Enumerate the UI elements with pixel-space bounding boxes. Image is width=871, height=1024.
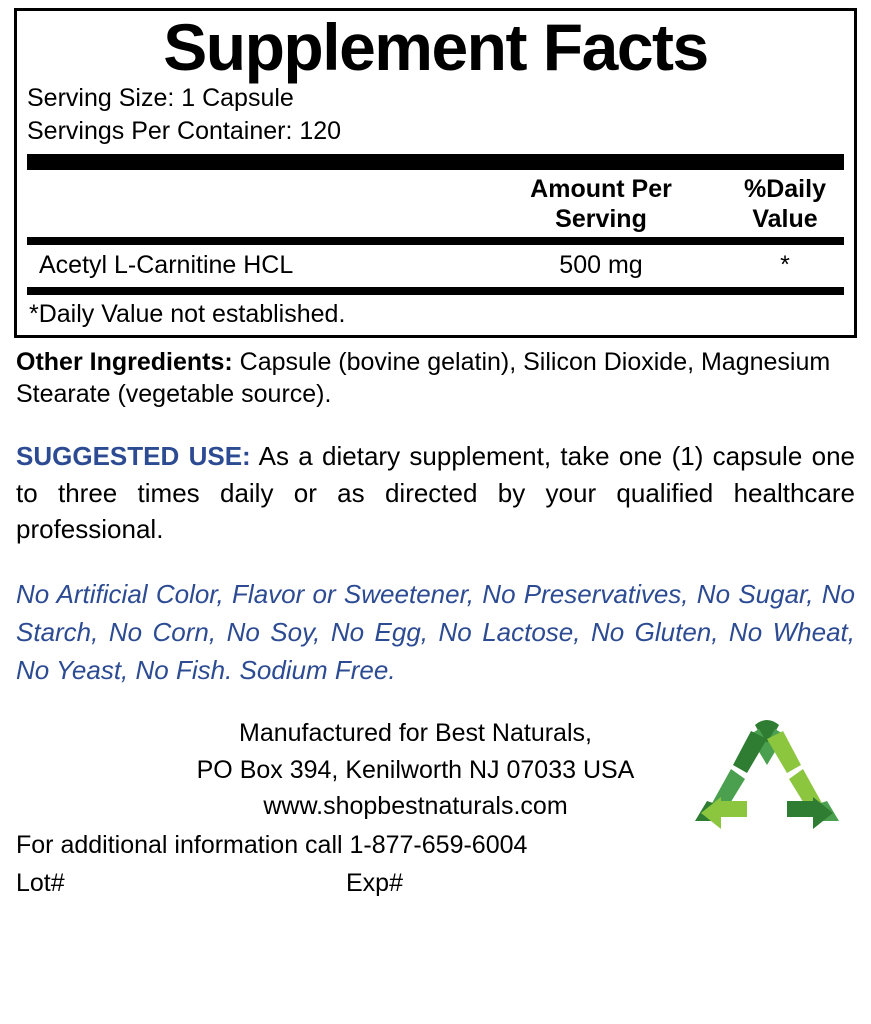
panel-header-row <box>27 170 844 237</box>
panel-header-amount-line1: Amount Per <box>530 174 672 203</box>
manufacturer-address: PO Box 394, Kenilworth NJ 07033 USA <box>196 755 635 784</box>
recycle-icon <box>687 717 847 837</box>
lot-label: Lot# <box>16 869 65 898</box>
additional-info: For additional information call 1-877-659-6004 <box>16 831 528 860</box>
footer <box>14 715 857 898</box>
panel-header-daily-value <box>726 174 844 235</box>
suggested-use-label: SUGGESTED USE: <box>16 440 251 471</box>
manufacturer-website: www.shopbestnaturals.com <box>263 791 568 820</box>
nutrient-name: Acetyl L-Carnitine HCL <box>39 250 294 279</box>
suggested-use <box>16 438 855 549</box>
panel-rule-medium <box>27 237 844 245</box>
servings-per-container: Servings Per Container: 120 <box>27 116 342 145</box>
other-ingredients <box>16 346 855 410</box>
panel-header-amount <box>476 174 726 235</box>
supplement-facts-panel <box>14 8 857 338</box>
panel-title: Supplement Facts <box>163 10 708 84</box>
nutrient-daily-value: * <box>780 250 790 279</box>
nutrient-amount: 500 mg <box>559 250 643 279</box>
panel-header-dv-line2: Value <box>752 205 818 234</box>
nutrient-row <box>27 245 844 287</box>
other-ingredients-label: Other Ingredients: <box>16 347 233 376</box>
panel-header-amount-line2: Serving <box>555 205 647 234</box>
daily-value-footnote: *Daily Value not established. <box>29 299 346 328</box>
manufactured-for: Manufactured for Best Naturals, <box>239 719 592 748</box>
suggested-use-text: As a dietary supplement, take one (1) capsule one to three times daily or as directed by your qualified healthcare professional. <box>16 440 856 545</box>
lot-exp-row <box>14 869 857 898</box>
serving-size: Serving Size: 1 Capsule <box>27 83 294 112</box>
exp-label: Exp# <box>346 869 403 898</box>
panel-rule-bottom <box>27 287 844 295</box>
panel-rule-thick <box>27 154 844 170</box>
other-ingredients-text: Capsule (bovine gelatin), Silicon Dioxide, Magnesium Stearate (vegetable source). <box>16 347 831 408</box>
free-from-claims: No Artificial Color, Flavor or Sweetener, No Preservatives, No Sugar, No Starch, No Corn, No Soy, No Egg, No Lactose, No Gluten, No Wheat, No Yeast, No Fish. Sodium Free. <box>16 579 855 685</box>
panel-header-dv-line1: %Daily <box>744 174 826 203</box>
